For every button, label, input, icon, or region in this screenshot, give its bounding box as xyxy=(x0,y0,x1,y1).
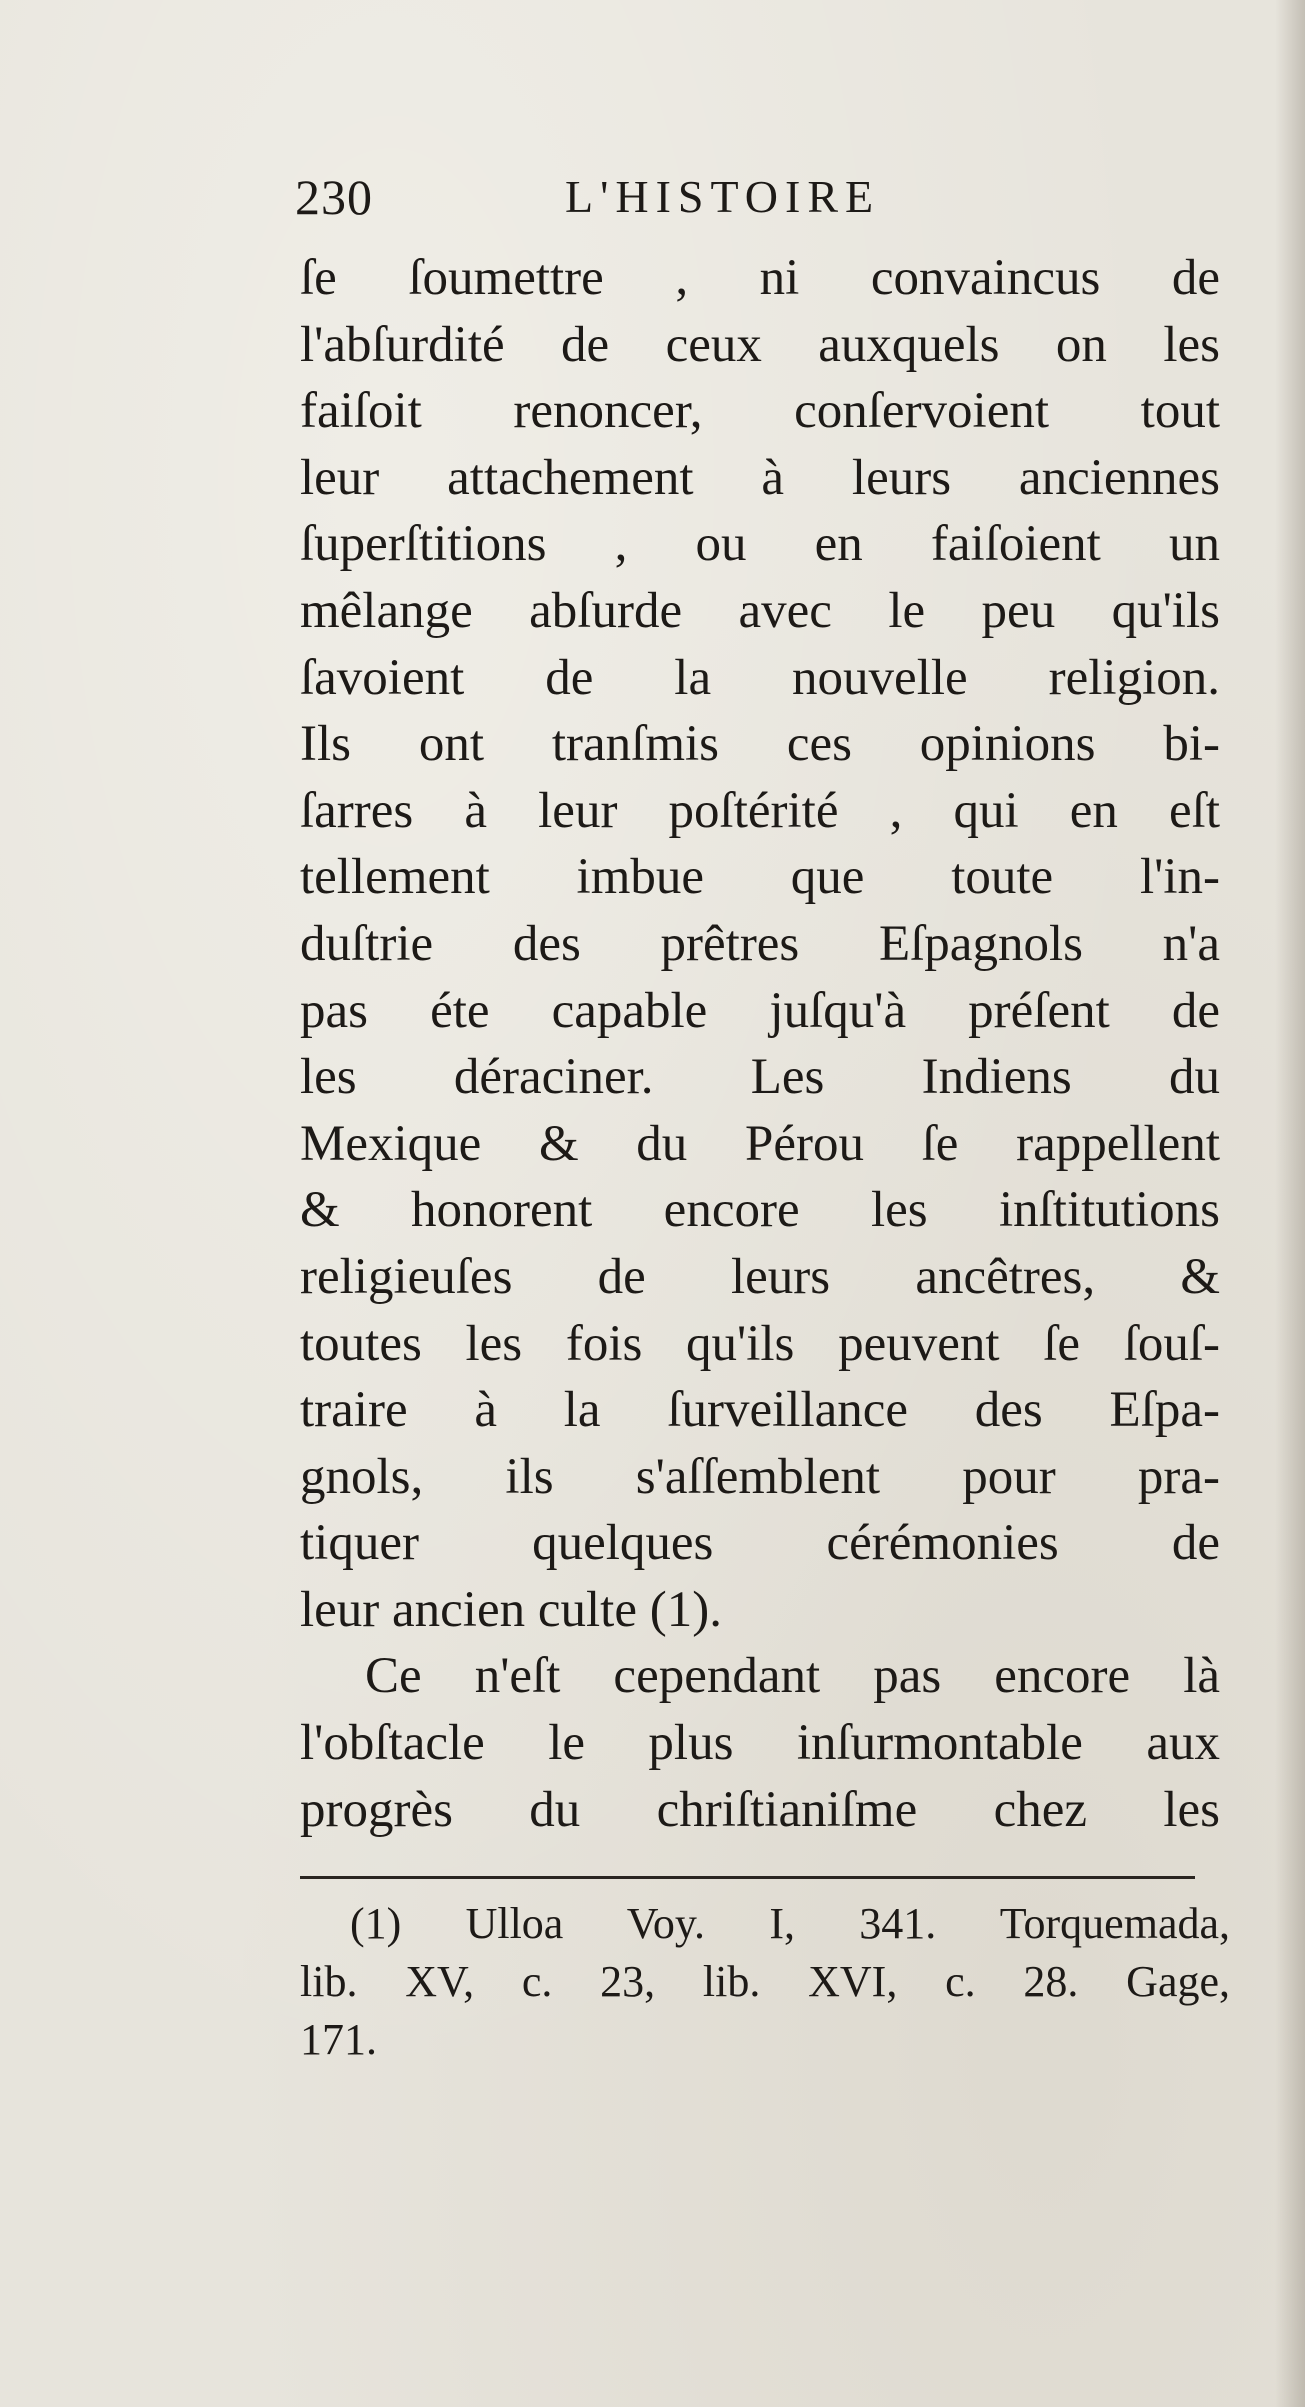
footnote-line: lib. XV, c. 23, lib. XVI, c. 28. Gage, xyxy=(300,1957,1230,2006)
text-line: pas éte capable juſqu'à préſent de xyxy=(300,982,1220,1039)
text-line: ſe ſoumettre , ni convaincus de xyxy=(300,250,1220,306)
running-title: L'HISTOIRE xyxy=(565,171,881,222)
text-line: & honorent encore les inſtitutions xyxy=(300,1182,1220,1239)
footnote-line: (1) Ulloa Voy. I, 341. Torquemada, xyxy=(350,1899,1230,1948)
text-line: toutes les fois qu'ils peuvent ſe ſouſ- xyxy=(300,1315,1220,1372)
text-line: l'abſurdité de ceux auxquels on les xyxy=(300,316,1220,373)
page-number: 230 xyxy=(295,169,373,225)
text-line: mêlange abſurde avec le peu qu'ils xyxy=(300,582,1220,639)
body-text xyxy=(300,245,1220,1843)
text-line: l'obſtacle le plus inſurmontable aux xyxy=(300,1715,1220,1772)
page-edge-shadow xyxy=(1275,0,1305,2407)
text-line: progrès du chriſtianiſme chez les xyxy=(300,1781,1220,1838)
text-line: les déraciner. Les Indiens du xyxy=(300,1049,1220,1106)
footnote-rule xyxy=(300,1876,1195,1879)
text-line: traire à la ſurveillance des Eſpa- xyxy=(300,1382,1220,1439)
text-line: religieuſes de leurs ancêtres, & xyxy=(300,1248,1220,1305)
text-line: ſarres à leur poſtérité , qui en eſt xyxy=(300,782,1220,839)
text-line: ſavoient de la nouvelle religion. xyxy=(300,649,1220,706)
running-head xyxy=(295,168,1225,238)
footnote-line: 171. xyxy=(300,2015,377,2064)
text-line: ſuperſtitions , ou en faiſoient un xyxy=(300,516,1220,573)
text-line: tellement imbue que toute l'in- xyxy=(300,849,1220,906)
text-line: Mexique & du Pérou ſe rappellent xyxy=(300,1115,1220,1172)
text-line: gnols, ils s'aſſemblent pour pra- xyxy=(300,1448,1220,1505)
text-line: tiquer quelques cérémonies de xyxy=(300,1515,1220,1572)
footnotes xyxy=(300,1895,1230,2069)
text-line: duſtrie des prêtres Eſpagnols n'a xyxy=(300,915,1220,972)
text-line: leur attachement à leurs anciennes xyxy=(300,449,1220,506)
text-line: Ils ont tranſmis ces opinions bi- xyxy=(300,716,1220,773)
text-line: faiſoit renoncer, conſervoient tout xyxy=(300,383,1220,440)
paragraph-start-line: Ce n'eſt cependant pas encore là xyxy=(365,1648,1220,1705)
text-line: leur ancien culte (1). xyxy=(300,1581,722,1638)
